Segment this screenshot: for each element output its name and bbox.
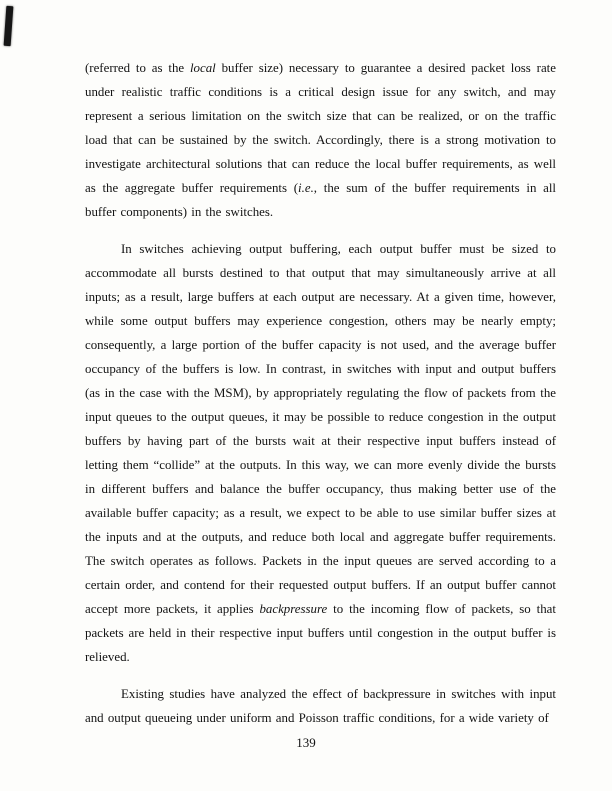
paragraph xyxy=(85,237,556,669)
italic-text-segment: local xyxy=(189,61,216,75)
paragraph xyxy=(85,56,556,224)
text-segment: , the sum of the buffer requirements in all buffer components) in the switches. xyxy=(85,181,556,219)
text-segment: buffer size) necessary to guarantee a desired packet loss rate under realistic traffic conditions is a critical design issue for any switch, and may represent a serious limitation on the switch size that can be realized, or on the traffic load that can be sustained by the switch. Accordingly, there is a strong motivation to investigate architectural solutions that can reduce the local buffer requirements, as well as the aggregate buffer requirements ( xyxy=(85,61,556,195)
page-number: 139 xyxy=(296,735,316,750)
text-segment: (referred to as the xyxy=(85,61,190,75)
scan-artifact xyxy=(4,6,14,46)
paragraph xyxy=(85,682,556,730)
italic-text-segment: backpressure xyxy=(259,602,328,616)
page-text xyxy=(85,56,556,743)
text-segment: In switches achieving output buffering, each output buffer must be sized to accommodate all bursts destined to that output that may simultaneously arrive at all inputs; as a result, large buffers at each output are necessary. At a given time, however, while some output buffers may experience congestion, others may be nearly empty; consequently, a large portion of the buffer capacity is not used, and the average buffer occupancy of the buffers is low. In contrast, in switches with input and output buffers (as in the case with the MSM), by appropriately regulating the flow of packets from the input queues to the output queues, it may be possible to reduce congestion in the output buffers by having part of the bursts wait at their respective input buffers instead of letting them “collide” at the outputs. In this way, we can more evenly divide the bursts in different buffers and balance the buffer occupancy, thus making better use of the available buffer capacity; as a result, we expect to be able to use similar buffer sizes at the inputs and at the outputs, and reduce both local and aggregate buffer requirements. The switch operates as follows. Packets in the input queues are served according to a certain order, and contend for their requested output buffers. If an output buffer cannot accept more packets, it applies xyxy=(85,242,556,616)
paragraph-container xyxy=(85,56,556,730)
text-segment: Existing studies have analyzed the effect of backpressure in switches with input and output queueing under uniform and Poisson traffic conditions, for a wide variety of xyxy=(85,687,556,725)
italic-text-segment: i.e. xyxy=(298,181,314,195)
text-segment: to the incoming flow of packets, so that packets are held in their respective input buffers until congestion in the output buffer is relieved. xyxy=(85,602,556,664)
